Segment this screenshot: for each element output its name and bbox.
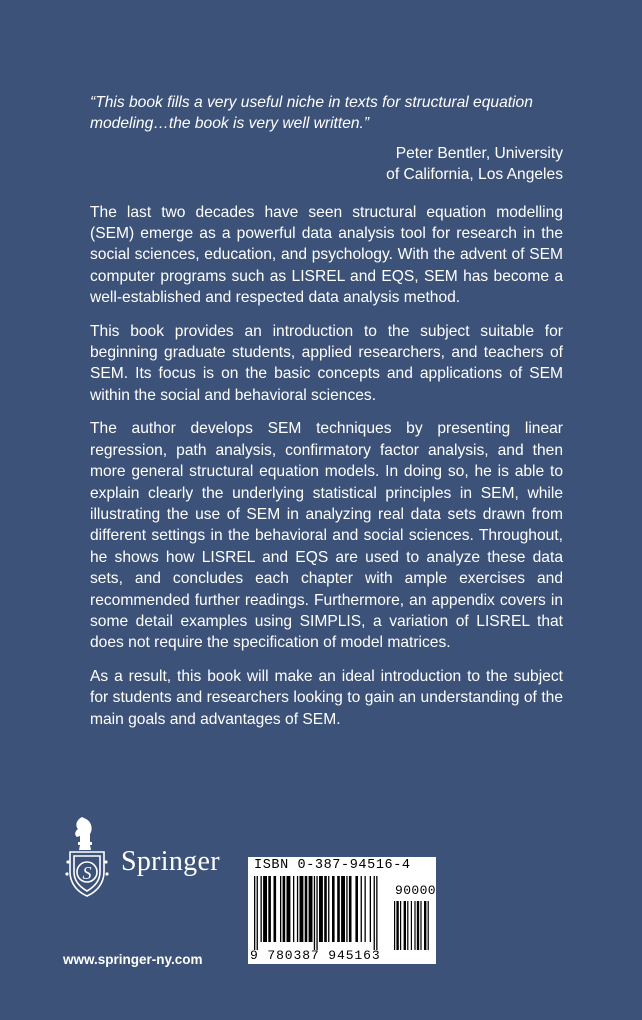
barcode-bar: [274, 876, 277, 942]
barcode-bar: [376, 876, 377, 950]
price-code: 90000: [395, 883, 437, 898]
barcode-bar: [355, 876, 358, 942]
barcode-bar: [309, 876, 313, 942]
barcode-bar: [417, 901, 419, 950]
quote-author-name: Peter Bentler, University: [395, 144, 563, 162]
barcode-bar: [346, 876, 347, 942]
barcode-bar: [328, 876, 329, 942]
price-barcode-bars: [394, 901, 432, 950]
quote-attribution: [90, 143, 563, 186]
barcode-bar: [424, 901, 426, 950]
barcode-bar: [254, 876, 255, 950]
barcode-bar: [407, 901, 408, 950]
isbn-barcode: [248, 857, 436, 964]
barcode-bar: [257, 876, 258, 950]
barcode-bar: [349, 876, 352, 942]
barcode-bar: [300, 876, 304, 942]
barcode-bar: [341, 876, 345, 942]
barcode-bar: [293, 876, 294, 942]
barcode-bar: [396, 901, 398, 950]
barcode-bar: [314, 876, 315, 950]
barcode-bar: [261, 876, 262, 942]
svg-text:S: S: [82, 863, 92, 883]
publisher-name: Springer: [121, 846, 220, 877]
barcode-bar: [332, 876, 335, 942]
description-paragraph-1: The last two decades have seen structural equation modelling (SEM) emerge as a powerful data analysis tool for research in the social sciences, education, and psychology. With the advent of SEM computer programs such as LISREL and EQS, SEM has become a well-established and respected data analysis method.: [90, 203, 563, 307]
barcode-bar: [263, 876, 267, 942]
barcode-bar: [428, 901, 429, 950]
barcode-bar: [268, 876, 271, 942]
review-quote: “This book fills a very useful niche in texts for structural equation modeling…the book is very well written.”: [90, 94, 533, 133]
barcode-bar: [404, 901, 406, 950]
publisher-website[interactable]: www.springer-ny.com: [63, 952, 203, 967]
cover-text: [90, 92, 563, 730]
barcode-bar: [287, 876, 291, 942]
ean-number: 9 780387 945163: [250, 948, 381, 963]
barcode-bar: [394, 901, 395, 950]
description-paragraph-2: This book provides an introduction to the subject suitable for beginning graduate students, applied researchers, and teachers of SEM. Its focus is on the basic concepts and applications of SEM within the social and behavioral sciences.: [90, 322, 563, 404]
barcode-bar: [370, 876, 371, 942]
barcode-bar: [414, 901, 415, 950]
quote-author-affiliation: of California, Los Angeles: [386, 166, 563, 184]
barcode-bar: [297, 876, 298, 942]
barcode-bar: [324, 876, 327, 942]
barcode-bar: [361, 876, 362, 942]
barcode-bar: [305, 876, 308, 942]
barcode-bar: [400, 901, 401, 950]
description-paragraph-3: The author develops SEM techniques by presenting linear regression, path analysis, confirmatory factor analysis, and then more general structural equation models. In doing so, he is able to explain clearly the underlying statistical principles in SEM, while illustrating the use of SEM in analyzing real data sets drawn from different settings in the behavioral and social sciences. Throughout, he shows how LISREL and EQS are used to analyze these data sets, and concludes each chapter with ample exercises and recommended further readings. Furthermore, an appendix covers in some detail examples using SIMPLIS, a variation of LISREL that does not require the specification of model matrices.: [90, 420, 563, 652]
barcode-bar: [337, 876, 340, 942]
ean-barcode-bars: [254, 876, 386, 950]
barcode-bar: [420, 901, 421, 950]
barcode-bar: [316, 876, 317, 950]
barcode-bar: [365, 876, 366, 942]
isbn-number: ISBN 0-387-94516-4: [254, 858, 411, 873]
chess-knight-logo-icon: [62, 814, 112, 900]
barcode-bar: [374, 876, 375, 950]
barcode-bar: [319, 876, 323, 942]
barcode-bar: [280, 876, 281, 942]
description-paragraph-4: As a result, this book will make an ideal introduction to the subject for students and researchers looking to gain an understanding of the main goals and advantages of SEM.: [90, 667, 563, 728]
barcode-bar: [411, 901, 412, 950]
barcode-bar: [283, 876, 286, 942]
